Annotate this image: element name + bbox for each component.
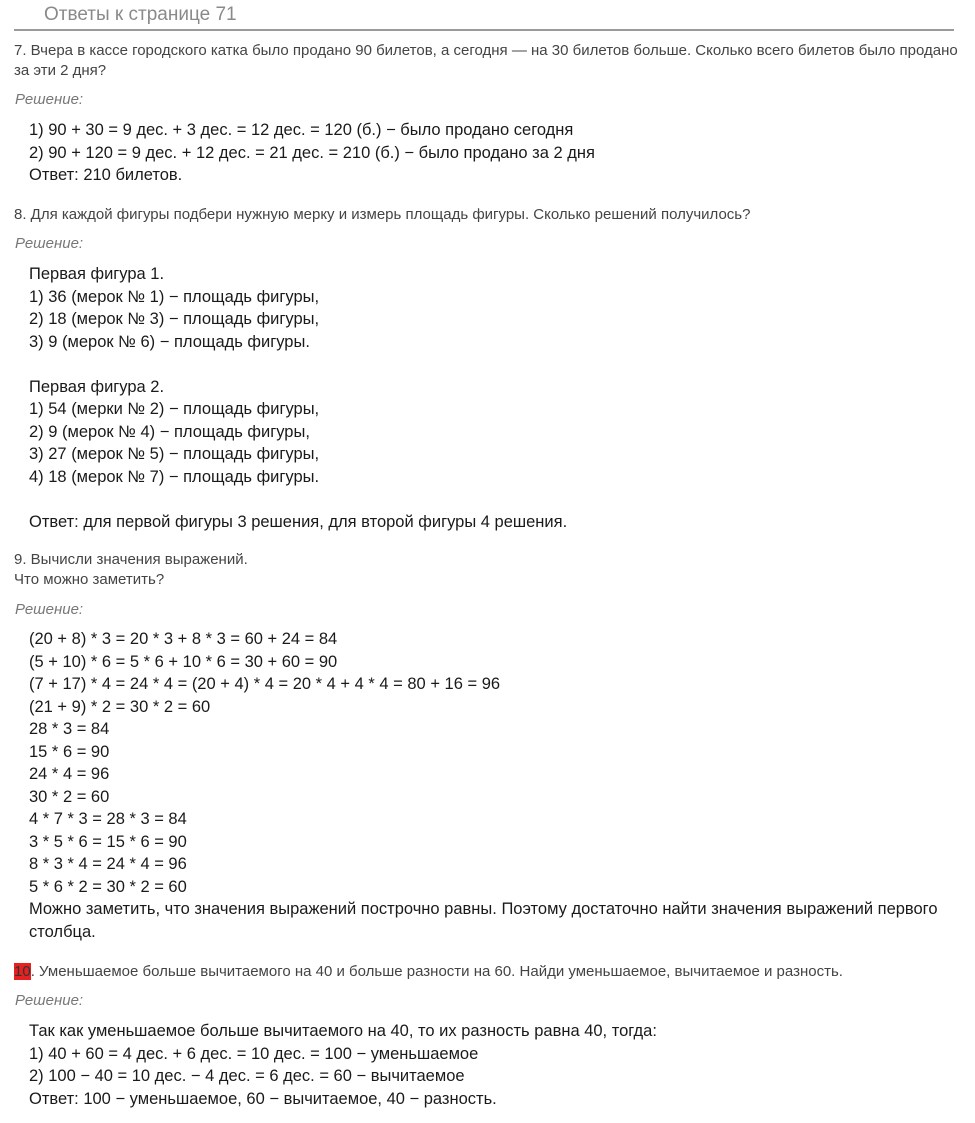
task-8-solution [29, 263, 954, 533]
solution-line: 2) 9 (мерок № 4) − площадь фигуры, [29, 422, 310, 441]
solution-line: 1) 54 (мерки № 2) − площадь фигуры, [29, 400, 320, 418]
task-10-solution-label: Решение: [15, 992, 84, 1009]
solution-line [29, 488, 954, 511]
task-10-question [14, 962, 959, 982]
task-10-solution [29, 1020, 954, 1110]
solution-line: 24 * 4 = 96 [29, 765, 110, 783]
task-9-question-line2: Что можно заметить? [14, 571, 165, 588]
solution-line: 3) 9 (мерок № 6) − площадь фигуры. [29, 332, 310, 351]
solution-line: 2) 18 (мерок № 3) − площадь фигуры, [29, 310, 320, 328]
solution-line: 2) 90 + 120 = 9 дес. + 12 дес. = 21 дес. = 210 (б.) − было продано за 2 дня [29, 143, 595, 162]
solution-line: Ответ: для первой фигуры 3 решения, для второй фигуры 4 решения. [29, 512, 568, 531]
solution-line [29, 353, 954, 376]
solution-line: Ответ: 100 − уменьшаемое, 60 − вычитаемое, 40 − разность. [29, 1089, 497, 1108]
page-title: Ответы к странице 71 [44, 4, 237, 25]
solution-line: (7 + 17) * 4 = 24 * 4 = (20 + 4) * 4 = 20 * 4 + 4 * 4 = 80 + 16 = 96 [29, 675, 501, 693]
solution-line: 4 * 7 * 3 = 28 * 3 = 84 [29, 810, 187, 828]
task-7-solution [29, 119, 954, 187]
solution-line: (20 + 8) * 3 = 20 * 3 + 8 * 3 = 60 + 24 = 84 [29, 630, 338, 648]
solution-line: 8 * 3 * 4 = 24 * 4 = 96 [29, 855, 187, 873]
task-8-solution-label: Решение: [15, 235, 84, 252]
solution-line: 30 * 2 = 60 [29, 787, 110, 806]
task-8-question: 8. Для каждой фигуры подбери нужную мерку и измерь площадь фигуры. Сколько решений получилось? [14, 206, 751, 223]
solution-line: Первая фигура 1. [29, 265, 165, 283]
solution-line: 15 * 6 = 90 [29, 742, 110, 761]
solution-line: 4) 18 (мерок № 7) − площадь фигуры. [29, 467, 320, 486]
solution-line: 3) 27 (мерок № 5) − площадь фигуры, [29, 445, 320, 463]
solution-line: 5 * 6 * 2 = 30 * 2 = 60 [29, 877, 187, 896]
solution-line: 1) 36 (мерок № 1) − площадь фигуры, [29, 287, 320, 306]
solution-line: Ответ: 210 билетов. [29, 166, 183, 184]
highlighted-task-number: 10 [14, 963, 31, 980]
solution-line: Так как уменьшаемое больше вычитаемого на 40, то их разность равна 40, тогда: [29, 1022, 657, 1040]
solution-line: Можно заметить, что значения выражений построчно равны. Поэтому достаточно найти значения выражений первого столбца. [29, 900, 943, 941]
solution-line: (5 + 10) * 6 = 5 * 6 + 10 * 6 = 30 + 60 = 90 [29, 652, 338, 671]
solution-line: 28 * 3 = 84 [29, 720, 110, 738]
solution-line: 2) 100 − 40 = 10 дес. − 4 дес. = 6 дес. = 60 − вычитаемое [29, 1067, 465, 1085]
solution-line: 1) 40 + 60 = 4 дес. + 6 дес. = 10 дес. = 100 − уменьшаемое [29, 1044, 479, 1063]
task-7-question: 7. Вчера в кассе городского катка было продано 90 билетов, а сегодня — на 30 билетов больше. Сколько всего билетов было продано за эти 2 дня? [14, 42, 958, 79]
solution-line: 3 * 5 * 6 = 15 * 6 = 90 [29, 832, 187, 851]
task-9-question [14, 550, 959, 590]
solution-line: 1) 90 + 30 = 9 дес. + 3 дес. = 12 дес. = 120 (б.) − было продано сегодня [29, 121, 574, 139]
task-7-solution-label: Решение: [15, 91, 84, 108]
solution-line: (21 + 9) * 2 = 30 * 2 = 60 [29, 697, 211, 716]
solution-line: Первая фигура 2. [29, 377, 165, 396]
task-9-question-line1: 9. Вычисли значения выражений. [14, 551, 248, 568]
task-10-question-text: . Уменьшаемое больше вычитаемого на 40 и больше разности на 60. Найди уменьшаемое, вычитаемое и разность. [30, 963, 843, 980]
page-header [14, 0, 954, 31]
task-9-solution-label: Решение: [15, 601, 84, 618]
task-9-solution [29, 628, 954, 943]
